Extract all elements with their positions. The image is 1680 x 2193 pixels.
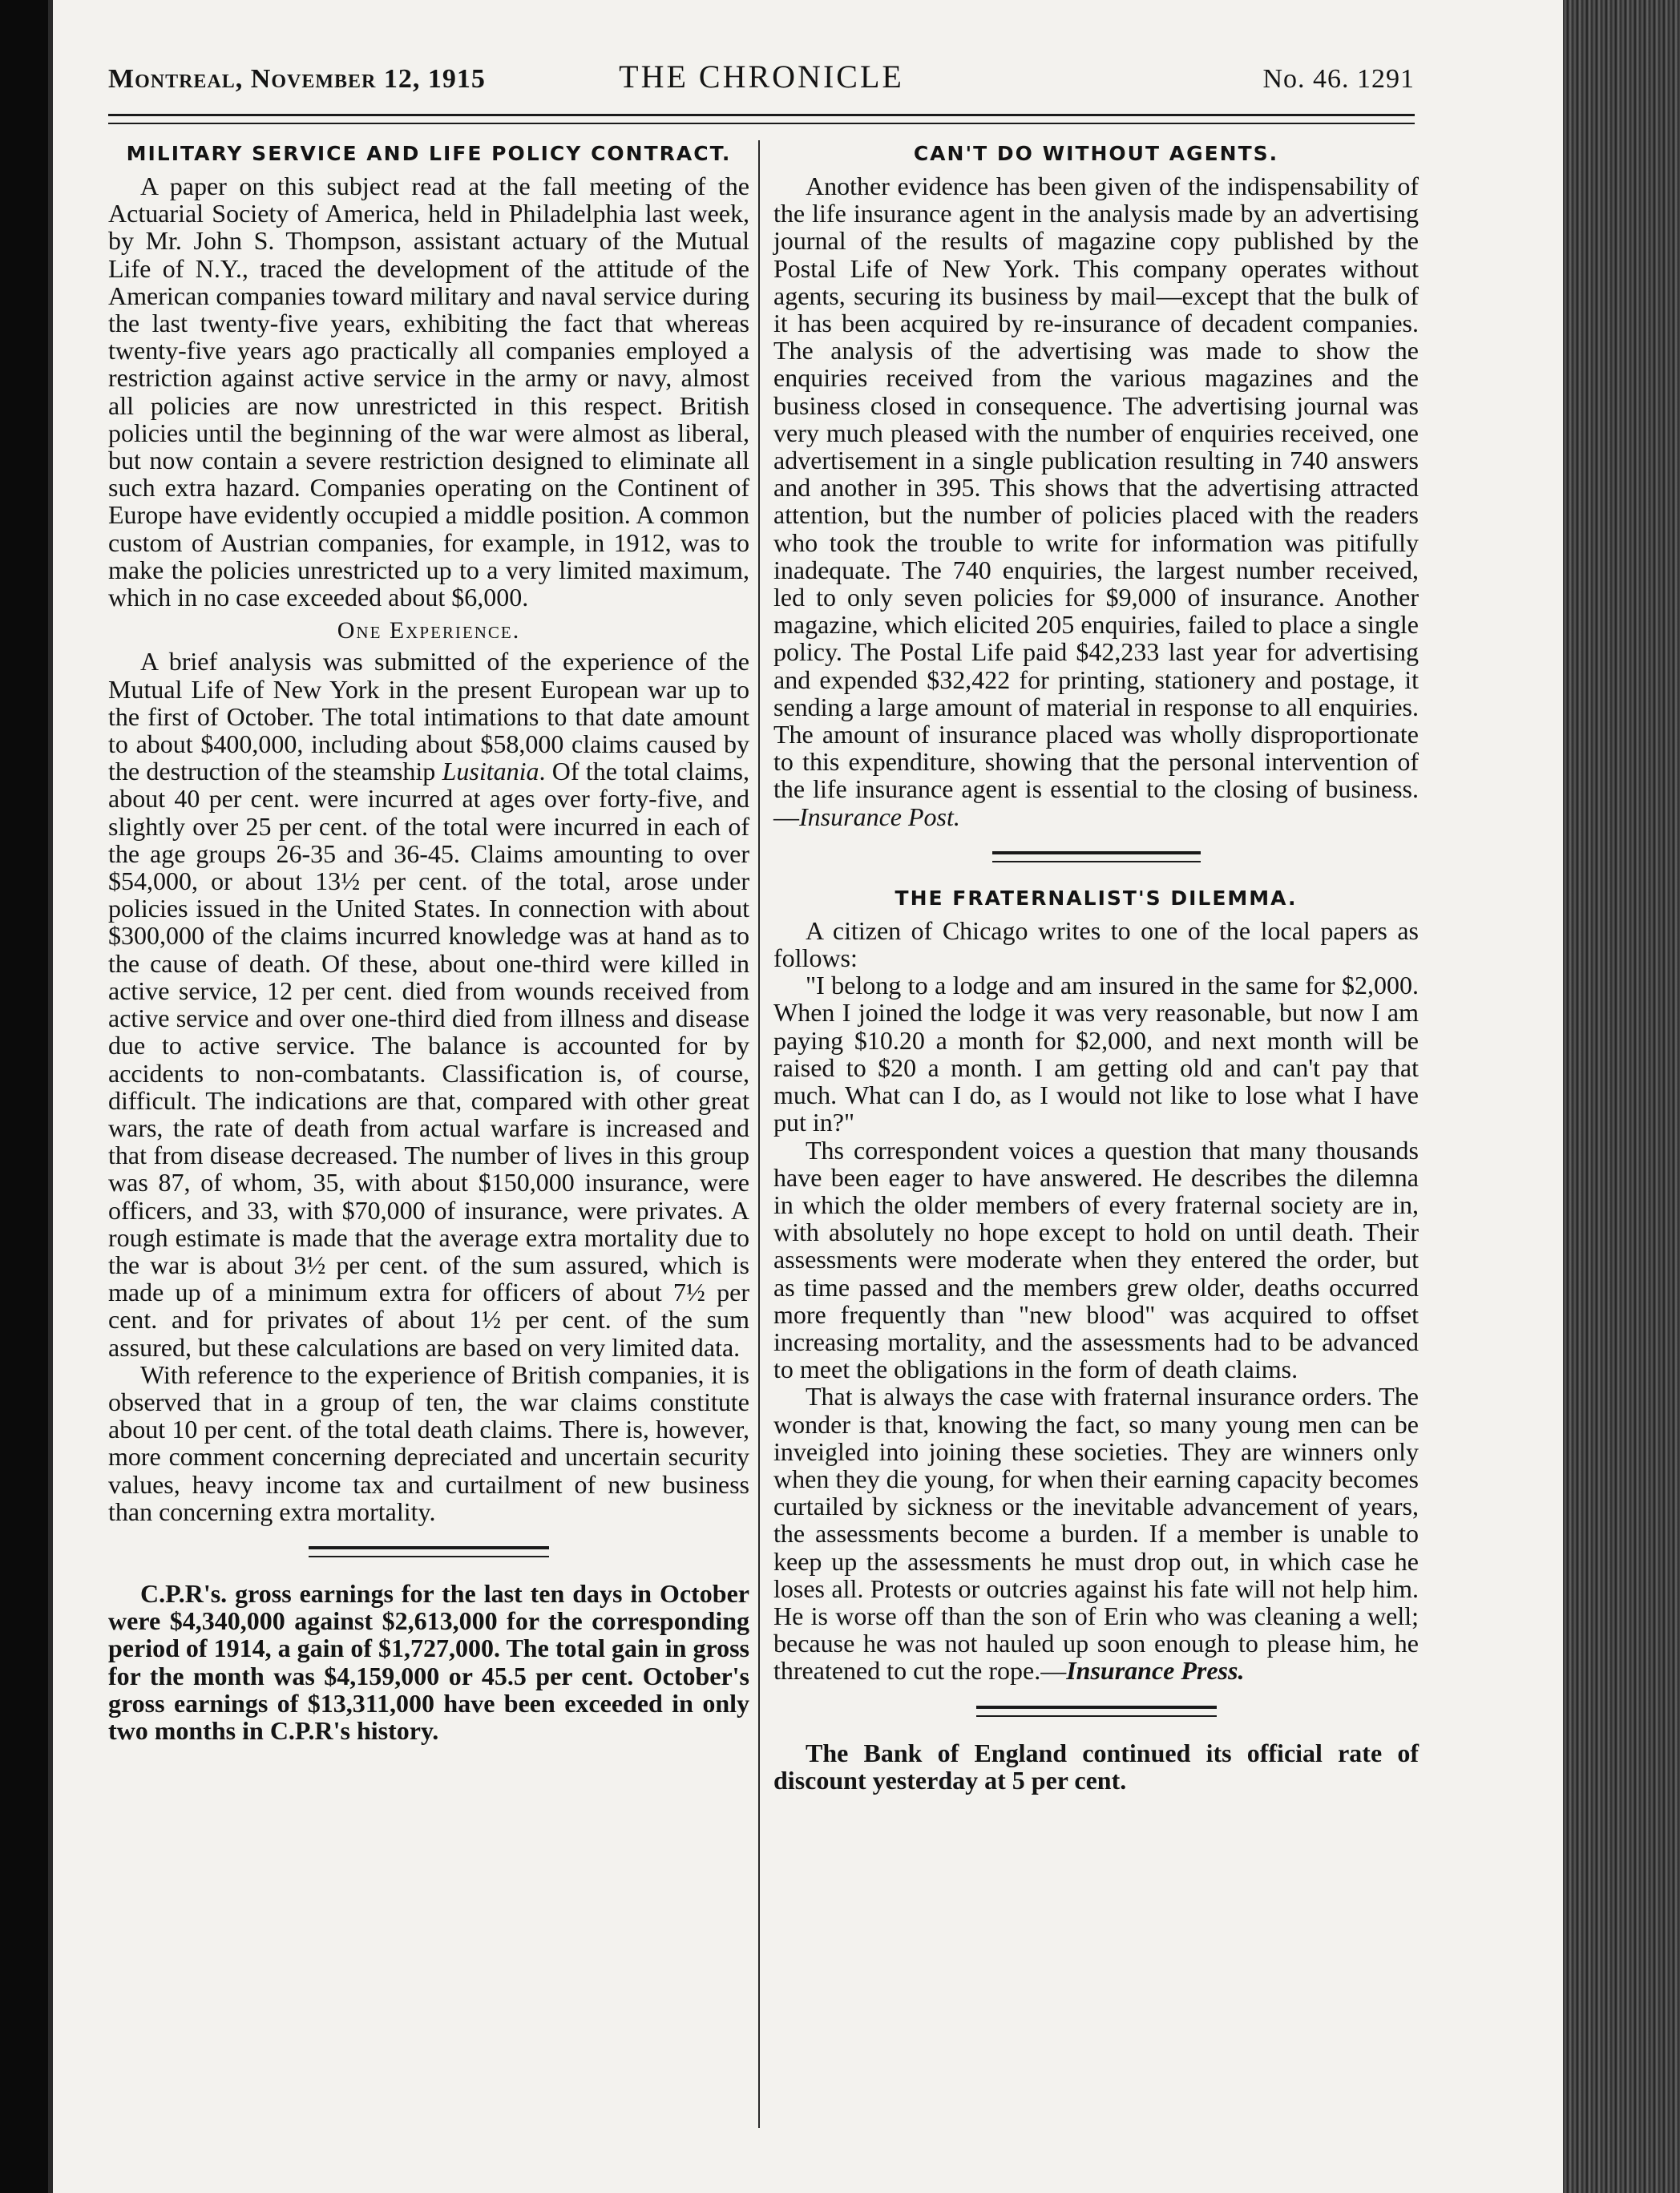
article-paragraph: [773, 172, 1419, 830]
cpr-notice: C.P.R's. gross earnings for the last ten days in October were $4,340,000 against $2,613,000 for the corresponding period of 1914, a gain of $1,727,000. The total gain in gross for the month was $4,159,000 or 45.5 per cent. October's gross earnings of $13,311,000 have been exceeded in only two months in C.P.R's history.: [108, 1578, 749, 1745]
source-credit: Insurance Press.: [1066, 1656, 1245, 1686]
section-rule: [976, 1706, 1217, 1717]
article-subhead: One Experience.: [337, 617, 521, 644]
article-headline: THE FRATERNALIST'S DILEMMA.: [895, 886, 1298, 910]
article-paragraph: [773, 1383, 1419, 1684]
book-spine-edge: [1563, 0, 1680, 2193]
article-paragraph: A paper on this subject read at the fall meeting of the Actuarial Society of America, held in Philadelphia last week, by Mr. John S. Thompson, assistant actuary of the Mutual Life of N.Y., traced the development of the attitude of the American companies toward military and naval service during the last twenty-five years, exhibiting the fact that whereas twenty-five years ago practically all companies employed a restriction against active service in the army or navy, almost all policies are now unrestricted in this respect. British policies until the beginning of the war were almost as liberal, but now contain a severe restriction designed to eliminate all such extra hazard. Companies operating on the Continent of Europe have evidently occupied a middle position. A common custom of Austrian companies, for example, in 1912, was to make the policies unrestricted up to a very limited maximum, which in no case exceeded about $6,000.: [108, 172, 749, 612]
article-headline: CAN'T DO WITHOUT AGENTS.: [913, 142, 1279, 165]
header-rule: [108, 114, 1415, 124]
paragraph-text: Another evidence has been given of the indispensability of the life insurance agent in the analysis made by an advertising journal of the results of magazine copy published by the Postal Life of New York. This company operates without agents, securing its business by mail—except that the bulk of it has been acquired by re-insurance of decadent companies. The analysis of the advertising was made to show the enquiries received from the various magazines and the business closed in consequence. The advertising journal was very much pleased with the number of enquiries received, one advertisement in a single publication resulting in 740 answers and another in 395. This shows that the advertising attracted attention, but the number of policies placed with the readers who took the trouble to write for information was pitifully inadequate. The 740 enquiries, the largest number received, led to only seven policies for $9,000 of insurance. Another magazine, which elicited 205 enquiries, failed to place a single policy. The Postal Life paid $42,233 last year for advertising and expended $32,422 for printing, stationery and postage, it sending a large amount of material in response to all enquiries. The amount of insurance placed was wholly disproportionate to this expenditure, showing that the personal intervention of the life insurance agent is essential to the closing of business.—: [773, 172, 1419, 831]
article-headline: MILITARY SERVICE AND LIFE POLICY CONTRACT.: [126, 142, 732, 165]
article-paragraph: A citizen of Chicago writes to one of the local papers as follows:: [773, 915, 1419, 973]
article-paragraph: With reference to the experience of British companies, it is observed that in a group of ten, the war claims constitute about 10 per cent. of the total death claims. There is, however, more comment concerning depreciated and uncertain security values, heavy income tax and curtailment of new business than concerning extra mortality.: [108, 1359, 749, 1526]
article-paragraph: [108, 648, 749, 1360]
column-divider: [758, 140, 760, 2128]
place-date: Montreal, November 12, 1915: [108, 64, 486, 94]
section-rule: [309, 1546, 549, 1557]
source-credit: Insurance Post.: [799, 802, 960, 831]
bank-notice: The Bank of England continued its official rate of discount yesterday at 5 per cent.: [773, 1738, 1419, 1795]
issue-page-number: No. 46. 1291: [1262, 64, 1415, 94]
paragraph-text: That is always the case with fraternal insurance orders. The wonder is that, knowing the fact, so many young men can be inveigled into joining these societies. They are winners only when they die young, for when their earning capacity becomes curtailed by sickness or the inevitable advancement of years, the assessments become a burden. If a member is unable to keep up the assessments he must drop out, in which case he loses all. Protests or outcries against his fate will not help him. He is worse off than the son of Erin who was cleaning a well; because he was not hauled up soon enough to please him, he threatened to cut the rope.—: [773, 1382, 1419, 1686]
ship-name: Lusitania: [442, 757, 539, 786]
paragraph-text: . Of the total claims, about 40 per cent. were incurred at ages over forty-five, and slightly over 25 per cent. of the total were incurred in each of the age groups 26-35 and 36-45. Claims amounting to over $54,000, or about 13½ per cent. of the total, arose under policies issued in the United States. In connection with about $300,000 of the claims incurred knowledge was at hand as to the cause of death. Of these, about one-third were killed in active service, 12 per cent. died from wounds received from active service and over one-third died from illness and disease due to active service. The balance is accounted for by accidents to non-combatants. Classification is, of course, difficult. The indications are that, compared with other great wars, the rate of death from actual warfare is increased and that from disease decreased. The number of lives in this group was 87, of whom, 35, with about $150,000 insurance, were officers, and 33, with $70,000 of insurance, were privates. A rough estimate is made that the average extra mortality due to the war is about 3½ per cent. of the sum assured, which is made up of a minimum extra for officers of about 7½ per cent. and for privates of about 1½ per cent. of the sum assured, but these calculations are based on very limited data.: [108, 757, 750, 1362]
article-paragraph: Ths correspondent voices a question that many thousands have been eager to have answered. He describes the dilemna in which the older members of every fraternal society are in, with absolutely no hope except to hold on until death. Their assessments were moderate when they entered the order, but as time passed and the members grew older, deaths occurred more frequently than "new blood" was acquired to offset increasing mortality, and the assessments had to be advanced to meet the obligations in the form of death claims.: [773, 1135, 1419, 1384]
masthead: [108, 58, 1415, 106]
section-rule: [992, 851, 1201, 862]
article-paragraph: "I belong to a lodge and am insured in the same for $2,000. When I joined the lodge it was very reasonable, but now I am paying $10.20 a month for $2,000, and next month will be raised to $20 a month. I am getting old and can't pay that much. What can I do, as I would not like to lose what I have put in?": [773, 971, 1419, 1137]
left-column: [108, 140, 749, 1744]
publication-title: THE CHRONICLE: [619, 59, 904, 95]
paragraph-text: A brief analysis was submitted of the experience of the Mutual Life of New York in the present European war up to the first of October. The total intimations to that date amount to about $400,000, including about $58,000 claims caused by the destruction of the steamship: [108, 647, 749, 786]
right-column: [773, 140, 1419, 1794]
